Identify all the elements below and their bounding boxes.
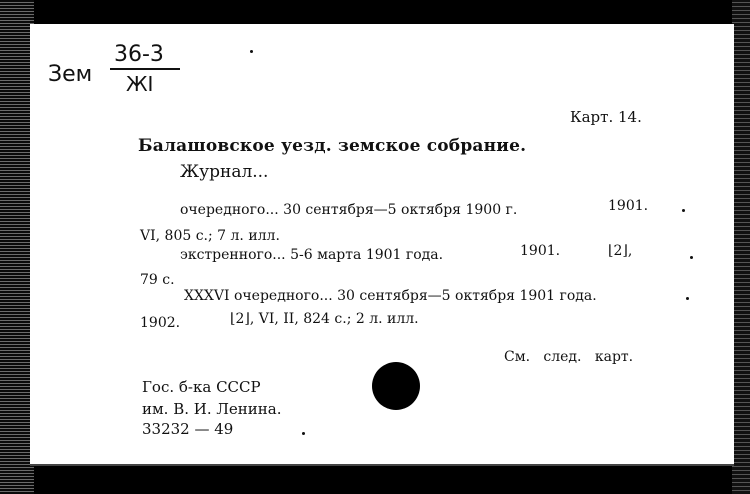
speck xyxy=(682,209,685,212)
entry-line-1: очередного... 30 сентября—5 октября 1900 г. xyxy=(180,202,518,218)
entry-line-5: XXXVI очередного... 30 сентября—5 октября 1901 года. xyxy=(184,288,597,304)
handwritten-prefix: Зем xyxy=(48,62,93,87)
entry-line-6-rest: ⌊2⌋, VI, II, 824 с.; 2 л. илл. xyxy=(230,311,419,327)
speck xyxy=(686,297,689,300)
entry-line-2: VI, 805 с.; 7 л. илл. xyxy=(140,228,280,244)
card-number: Карт. 14. xyxy=(570,108,642,126)
library-line-2: им. В. И. Ленина. xyxy=(142,400,282,418)
scan-edge-left xyxy=(0,0,34,494)
entry-line-3-year: 1901. xyxy=(520,243,561,259)
speck xyxy=(302,432,305,435)
speck xyxy=(690,256,693,259)
handwritten-numerator: 36-3 xyxy=(114,42,164,67)
card-subheading: Журнал... xyxy=(180,162,269,182)
catalog-card xyxy=(30,24,734,466)
library-line-3: 33232 — 49 xyxy=(142,420,234,438)
scan-edge-right xyxy=(732,0,750,494)
card-heading: Балашовское уезд. земское собрание. xyxy=(138,136,527,156)
entry-line-1-year: 1901. xyxy=(608,198,649,214)
handwritten-denominator: ЖI xyxy=(126,72,154,96)
library-line-1: Гос. б-ка СССР xyxy=(142,378,261,396)
entry-line-4: 79 с. xyxy=(140,272,175,288)
speck xyxy=(250,50,253,53)
handwritten-fraction-line xyxy=(110,68,180,70)
entry-line-3-bracket: ⌊2⌋, xyxy=(608,243,633,259)
entry-line-3: экстренного... 5-6 марта 1901 года. xyxy=(180,247,444,263)
see-next-card: См. след. карт. xyxy=(504,349,634,365)
entry-line-6-year: 1902. xyxy=(140,315,181,331)
punch-hole xyxy=(372,362,420,410)
